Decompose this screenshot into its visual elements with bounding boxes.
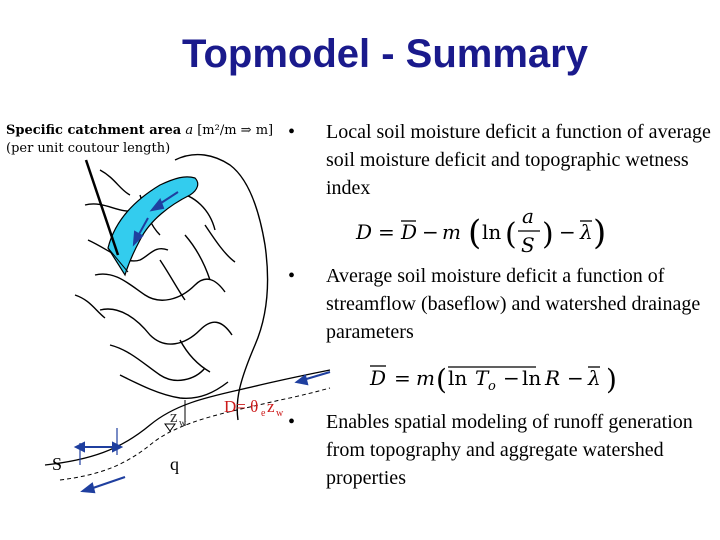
svg-text:T: T	[475, 366, 489, 390]
svg-text:(: (	[505, 217, 517, 252]
svg-text:−: −	[503, 366, 520, 390]
svg-text:): )	[593, 213, 607, 253]
svg-text:): )	[542, 217, 554, 252]
bullet-dot: •	[288, 121, 296, 143]
s-width-arrow	[76, 428, 121, 465]
bullet-text: Enables spatial modeling of runoff generation from topography and aggregate watershed properties	[326, 411, 693, 489]
caption-bold: Specific catchment area	[6, 123, 182, 138]
svg-text:λ: λ	[580, 220, 593, 244]
svg-text:D: D	[401, 220, 418, 244]
zw-label: z	[170, 407, 178, 426]
d-eq-sub2: w	[276, 408, 284, 419]
svg-text:ln: ln	[448, 366, 468, 390]
svg-text:o: o	[488, 379, 496, 394]
equation-1	[355, 204, 606, 257]
svg-text:S: S	[521, 233, 535, 257]
svg-text:−: −	[422, 220, 439, 244]
caption-var: a	[185, 123, 194, 138]
equation-2	[369, 363, 617, 396]
q-label: q	[170, 454, 179, 474]
q-flow-arrow	[83, 477, 125, 492]
bullet-dot: •	[288, 411, 296, 433]
svg-text:m: m	[416, 366, 435, 390]
d-eq-z: z	[267, 397, 275, 416]
svg-text:ln: ln	[522, 366, 542, 390]
svg-text:m: m	[442, 220, 461, 244]
svg-text:=: =	[394, 366, 411, 390]
zw-sub: w	[179, 418, 187, 429]
svg-text:(: (	[468, 213, 482, 253]
caption-units: [m²/m ⇒ m]	[197, 123, 274, 138]
d-eq-label: D= θ	[224, 397, 259, 416]
bullet-dot: •	[288, 265, 296, 287]
svg-text:D: D	[356, 220, 373, 244]
caption-line2: (per unit coutour length)	[6, 141, 171, 156]
svg-text:D: D	[370, 366, 387, 390]
svg-text:=: =	[378, 220, 395, 244]
page-title: Topmodel - Summary	[182, 32, 588, 76]
svg-text:−: −	[559, 220, 576, 244]
d-eq-sub1: e	[261, 408, 266, 419]
svg-text:λ: λ	[588, 366, 601, 390]
svg-text:−: −	[567, 366, 584, 390]
svg-text:(: (	[436, 363, 447, 396]
svg-text:ln: ln	[482, 220, 502, 244]
svg-text:a: a	[522, 204, 534, 228]
svg-text:): )	[606, 363, 617, 396]
bullet-text: Average soil moisture deficit a function of streamflow (baseflow) and watershed drainage parameters	[326, 265, 701, 343]
svg-text:R: R	[545, 366, 561, 390]
s-label: S	[52, 454, 63, 474]
bullet-text: Local soil moisture deficit a function of average soil moisture deficit and topographic wetness index	[326, 121, 711, 199]
